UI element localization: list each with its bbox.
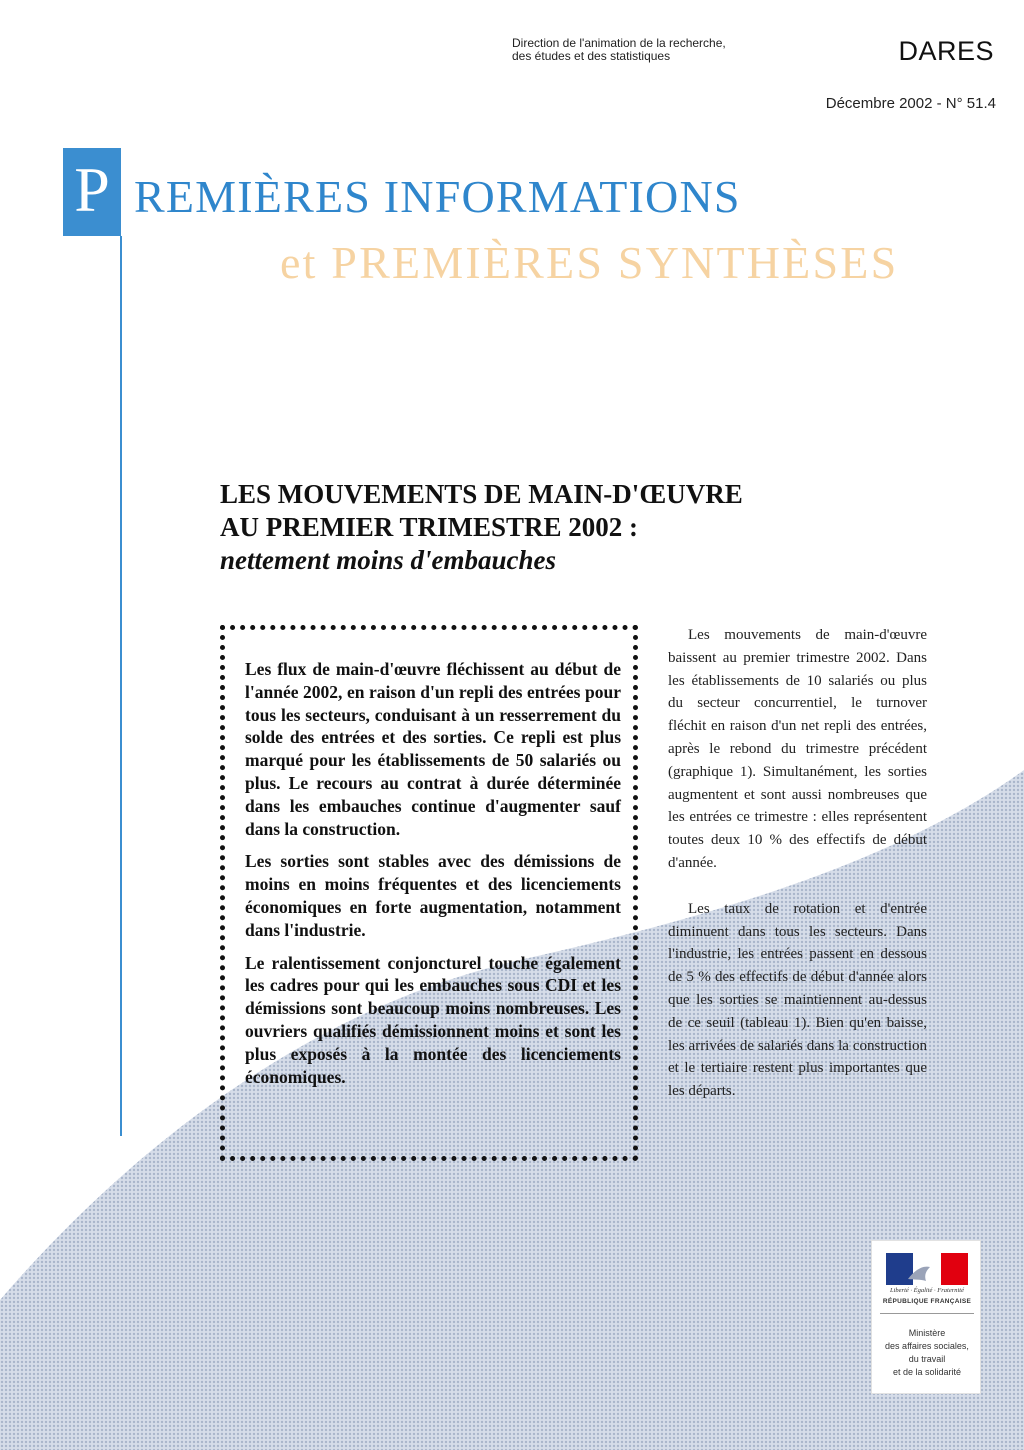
- summary-box: [220, 625, 638, 1161]
- logo-motto: Liberté · Égalité · Fraternité: [889, 1287, 965, 1294]
- body-paragraph: Les taux de rotation et d'entrée diminuent dans tous les secteurs. Dans l'industrie, les entrées passent en dessous de 5 % des effectifs de début d'année alors que les sorties se maintiennent au-dessus de ce seuil (tableau 1). Bien qu'en baisse, les arrivées de salariés dans la construction et le tertiaire restent plus importantes que les départs.: [668, 900, 927, 1100]
- ministry-name: [874, 1327, 980, 1379]
- article-title: [220, 478, 743, 577]
- article-subtitle: nettement moins d'embauches: [220, 545, 557, 575]
- direction-line-2: des études et des statistiques: [512, 49, 671, 63]
- org-name: DARES: [898, 36, 994, 66]
- body-paragraph: Les mouvements de main-d'œuvre baissent au premier trimestre 2002. Dans les établissements de 10 salariés ou plus du secteur concurrentiel, le turnover fléchit en raison d'un net repli des entrées, après le rebond du trimestre précédent (graphique 1). Simultanément, les sorties augmentent et sont aussi nombreuses que les entrées ce trimestre : elles représentent toutes deux 10 % des effectifs de début d'année.: [668, 627, 927, 871]
- masthead-title-line-1: REMIÈRES INFORMATIONS: [134, 171, 741, 222]
- masthead-title-line-2: et PREMIÈRES SYNTHÈSES: [280, 237, 899, 288]
- summary-text: [245, 658, 621, 1098]
- publisher-direction: [512, 37, 726, 63]
- ministry-line-3: du travail: [908, 1354, 946, 1364]
- marianne-flag-icon: [886, 1253, 968, 1285]
- summary-paragraph: Les sorties sont stables avec des démissions de moins en moins fréquentes et des licenciements économiques en forte augmentation, notamment dans l'industrie.: [245, 851, 621, 940]
- masthead-vertical-rule: [120, 236, 122, 1136]
- issue-number: Décembre 2002 - N° 51.4: [825, 95, 996, 112]
- ministry-line-4: et de la solidarité: [892, 1367, 962, 1377]
- summary-paragraph: Les flux de main-d'œuvre fléchissent au début de l'année 2002, en raison d'un repli des entrées pour tous les secteurs, conduisant à un resserrement du solde des entrées et des sorties. Ce repli est plus marqué pour les établissements de 50 salariés ou plus. Le recours au contrat à durée déterminée dans les embauches continue d'augmenter sauf dans la construction.: [245, 659, 621, 839]
- direction-line-1: Direction de l'animation de la recherche,: [512, 36, 726, 50]
- masthead-initial: P: [74, 154, 110, 225]
- logo-separator: [880, 1313, 974, 1314]
- logo-republic: RÉPUBLIQUE FRANÇAISE: [882, 1298, 972, 1305]
- masthead-initial-box: [63, 148, 121, 236]
- summary-paragraph: Le ralentissement conjoncturel touche également les cadres pour qui les embauches sous CDI et les démissions sont beaucoup moins nombreuses. Les ouvriers qualifiés démissionnent moins et sont les plus exposés à la montée des licenciements économiques.: [245, 952, 621, 1087]
- article-title-line-2: AU PREMIER TRIMESTRE 2002 :: [220, 512, 639, 542]
- body-column: [668, 624, 927, 1103]
- ministry-line-1: Ministère: [908, 1328, 946, 1338]
- ministry-line-2: des affaires sociales,: [885, 1341, 969, 1351]
- article-title-line-1: LES MOUVEMENTS DE MAIN-D'ŒUVRE: [220, 479, 743, 509]
- ministry-logo: [871, 1240, 981, 1394]
